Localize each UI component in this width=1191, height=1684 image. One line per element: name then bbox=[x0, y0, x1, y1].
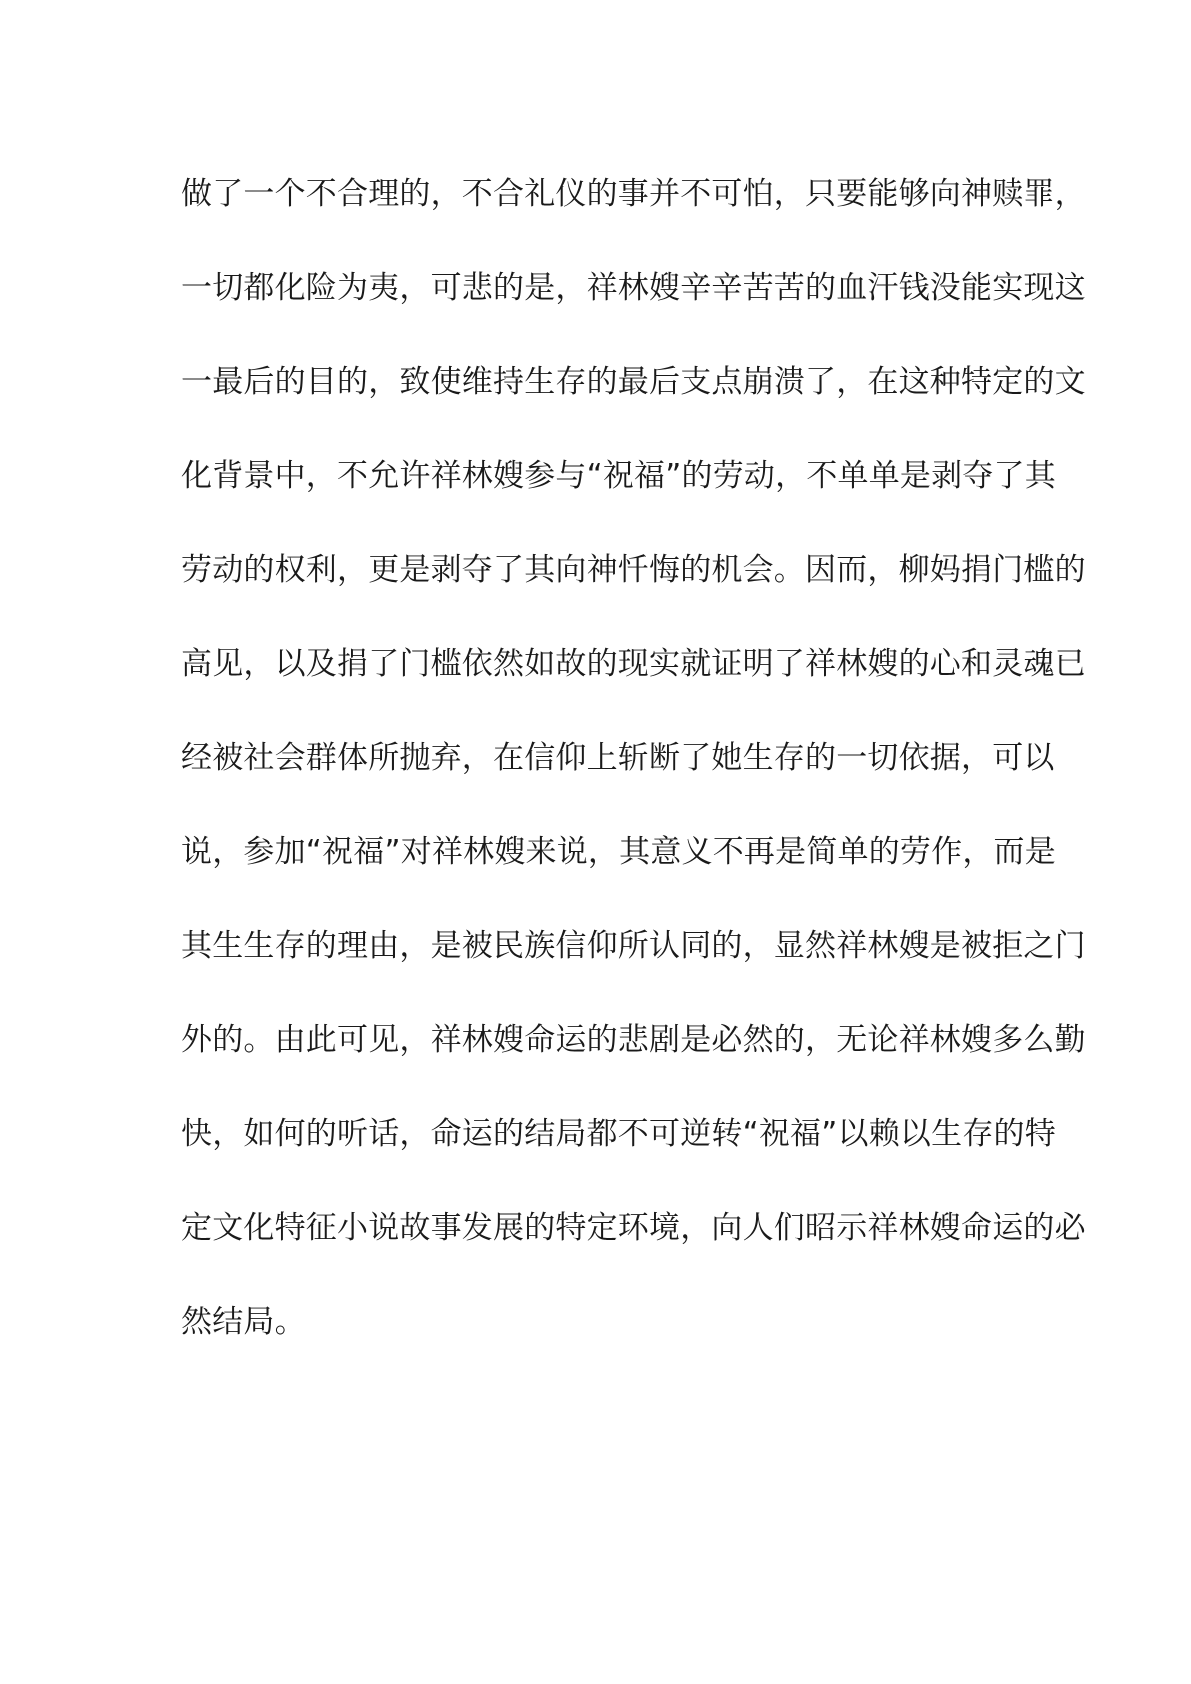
paragraph-line-9: 其生生存的理由，是被民族信仰所认同的，显然祥林嫂是被拒之门 bbox=[181, 928, 1086, 964]
paragraph-line-2: 一切都化险为夷，可悲的是，祥林嫂辛辛苦苦的血汗钱没能实现这 bbox=[181, 270, 1086, 306]
paragraph-line-10: 外的。由此可见，祥林嫂命运的悲剧是必然的，无论祥林嫂多么勤 bbox=[181, 1022, 1086, 1058]
paragraph-line-12: 定文化特征小说故事发展的特定环境，向人们昭示祥林嫂命运的必 bbox=[181, 1210, 1086, 1246]
paragraph-line-1: 做了一个不合理的，不合礼仪的事并不可怕，只要能够向神赎罪， bbox=[181, 176, 1086, 212]
paragraph-line-7: 经被社会群体所抛弃，在信仰上斩断了她生存的一切依据，可以 bbox=[181, 740, 1055, 776]
paragraph-line-6: 高见，以及捐了门槛依然如故的现实就证明了祥林嫂的心和灵魂已 bbox=[181, 646, 1086, 682]
paragraph-line-5: 劳动的权利，更是剥夺了其向神忏悔的机会。因而，柳妈捐门槛的 bbox=[181, 552, 1086, 588]
paragraph-line-3: 一最后的目的，致使维持生存的最后支点崩溃了，在这种特定的文 bbox=[181, 364, 1086, 400]
body-paragraph bbox=[181, 164, 1086, 1386]
paragraph-line-13: 然结局。 bbox=[181, 1304, 306, 1340]
paragraph-line-11: 快，如何的听话，命运的结局都不可逆转“祝福”以赖以生存的特 bbox=[181, 1116, 1056, 1152]
paragraph-line-8: 说，参加“祝福”对祥林嫂来说，其意义不再是简单的劳作，而是 bbox=[181, 834, 1056, 870]
paragraph-line-4: 化背景中，不允许祥林嫂参与“祝福”的劳动，不单单是剥夺了其 bbox=[181, 458, 1056, 494]
